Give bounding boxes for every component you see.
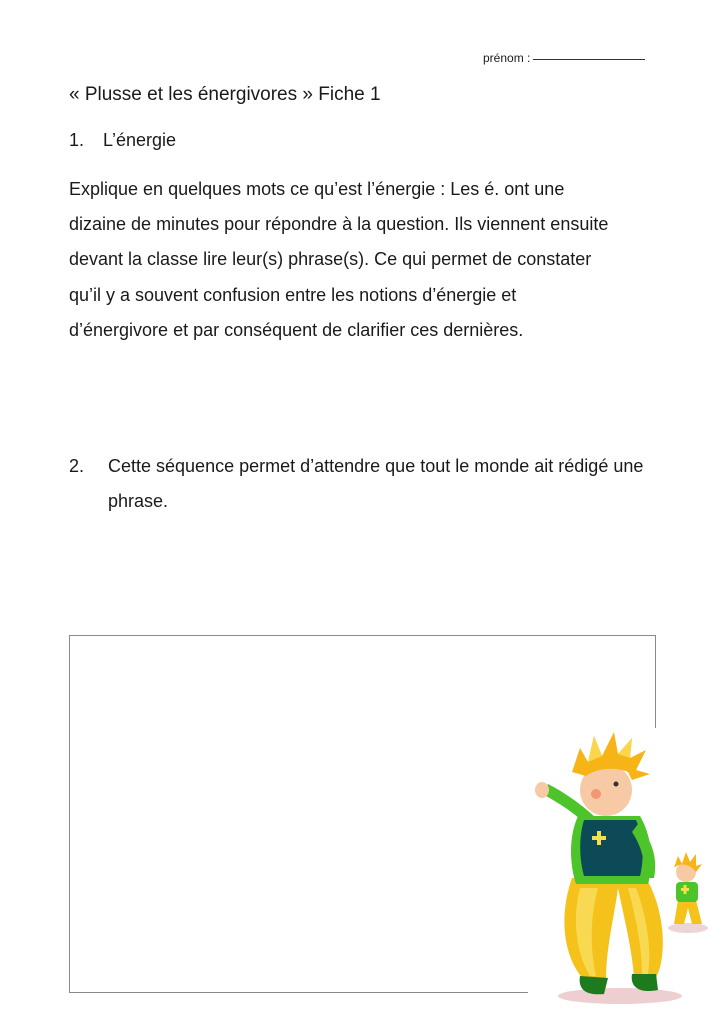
paragraph-line: d’énergivore et par conséquent de clarifier ces dernières. [69,319,524,340]
section-1-number: 1. [69,130,85,150]
paragraph-line: dizaine de minutes pour répondre à la question. Ils viennent ensuite [69,214,609,235]
prenom-field[interactable] [483,51,645,65]
section-1-heading [69,130,176,151]
section-2-text: Cette séquence permet d’attendre que tout le monde ait rédigé une phrase. [108,456,644,511]
section-2-number: 2. [69,456,85,476]
paragraph-line: Explique en quelques mots ce qu’est l’énergie : Les é. ont une [69,179,565,199]
prenom-label: prénom : [483,51,531,65]
section-1-title: L’énergie [103,130,177,150]
paragraph-line: qu’il y a souvent confusion entre les notions d’énergie et [69,284,517,305]
paragraph-line: devant la classe lire leur(s) phrase(s). Ce qui permet de constater [69,249,592,270]
worksheet-title: « Plusse et les énergivores » Fiche 1 [69,84,381,105]
instruction-paragraph [69,172,669,348]
cartoon-boy-icon [528,728,724,1008]
prenom-blank-line[interactable] [533,59,645,60]
